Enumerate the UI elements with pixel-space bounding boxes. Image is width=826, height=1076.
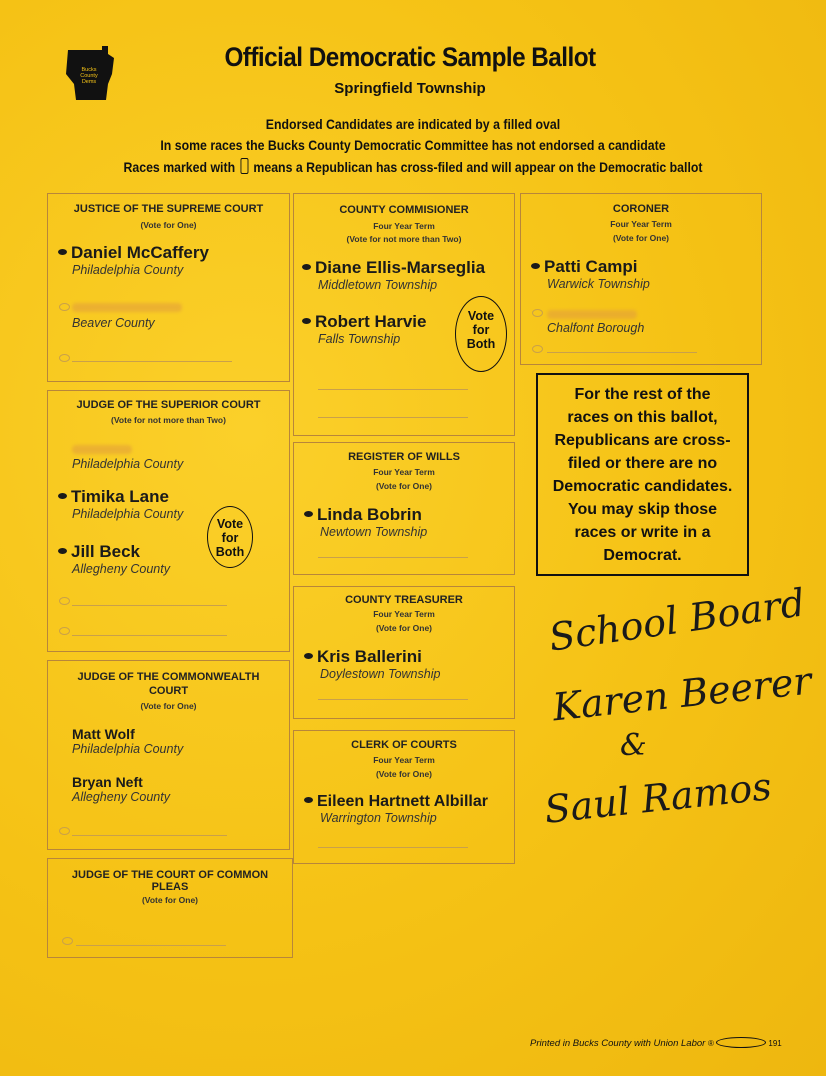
filled-oval-icon — [302, 264, 311, 270]
race-clerk-of-courts: CLERK OF COURTS Four Year Term (Vote for One) Eileen Hartnett Albillar Warrington Township — [293, 730, 515, 864]
filled-oval-icon — [531, 263, 540, 269]
printed-by-footer: Printed in Bucks County with Union Labor — [530, 1038, 706, 1049]
candidate-beck[interactable]: Jill Beck Allegheny County — [58, 542, 170, 576]
candidate-neft[interactable]: Bryan Neft Allegheny County — [72, 774, 170, 804]
skip-races-notice: For the rest of the races on this ballot, Republicans are cross- filed or there are no Democratic candidates. You may skip those races or write in a Democrat. — [536, 373, 749, 576]
filled-oval-icon — [304, 653, 313, 659]
filled-oval-icon — [58, 548, 67, 554]
registered-mark-icon: ® — [708, 1039, 714, 1048]
intro-line-1: Endorsed Candidates are indicated by a filled oval — [265, 116, 561, 132]
write-in-line[interactable] — [72, 361, 232, 362]
race-title: JUSTICE OF THE SUPREME COURT — [73, 203, 264, 215]
write-in-oval-icon[interactable] — [59, 627, 70, 635]
intro-line-2: In some races the Bucks County Democratic Committee has not endorsed a candidate — [160, 137, 666, 153]
race-supreme-court: JUSTICE OF THE SUPREME COURT (Vote for One) Daniel McCaffery Philadelphia County Beaver County — [47, 193, 290, 382]
race-county-commissioner: COUNTY COMMISIONER Four Year Term (Vote for not more than Two) Diane Ellis-Marseglia Middletown Township Robert Harvie Falls Township Vote for Both — [293, 193, 515, 436]
handwritten-ampersand: & — [620, 728, 647, 763]
write-in-line[interactable] — [547, 352, 697, 353]
write-in-line[interactable] — [72, 835, 227, 836]
write-in-oval-icon[interactable] — [59, 354, 70, 362]
handwritten-karen-beerer: Karen Beerer — [550, 658, 814, 730]
candidate-campi[interactable]: Patti Campi Warwick Township — [531, 257, 650, 291]
candidate-lane[interactable]: Timika Lane Philadelphia County — [58, 487, 183, 521]
township-subtitle: Springfield Township — [334, 80, 486, 97]
race-register-of-wills: REGISTER OF WILLS Four Year Term (Vote for One) Linda Bobrin Newtown Township — [293, 442, 515, 575]
race-coroner: CORONER Four Year Term (Vote for One) Patti Campi Warwick Township Chalfont Borough — [520, 193, 762, 365]
filled-oval-icon — [58, 493, 67, 499]
cross-filed-marker-icon — [240, 158, 248, 174]
redacted-name — [72, 445, 132, 454]
candidate-ellis-marseglia[interactable]: Diane Ellis-Marseglia Middletown Township — [302, 258, 485, 292]
candidate-bobrin[interactable]: Linda Bobrin Newtown Township — [304, 505, 427, 539]
write-in-line[interactable] — [72, 635, 227, 636]
handwritten-saul-ramos: Saul Ramos — [542, 764, 774, 832]
filled-oval-icon — [58, 249, 67, 255]
candidate-mccaffery[interactable]: Daniel McCaffery Philadelphia County — [58, 243, 209, 277]
bucks-county-dems-logo — [62, 44, 118, 102]
svg-text:County: County — [80, 73, 98, 79]
filled-oval-icon — [304, 797, 313, 803]
write-in-oval-icon[interactable] — [62, 937, 73, 945]
candidate-harvie[interactable]: Robert Harvie Falls Township — [302, 312, 426, 346]
race-instruction: (Vote for One) — [140, 220, 197, 230]
vote-for-both-badge: Vote for Both — [207, 506, 253, 568]
race-county-treasurer: COUNTY TREASURER Four Year Term (Vote for One) Kris Ballerini Doylestown Township — [293, 586, 515, 719]
redacted-name — [547, 310, 637, 319]
union-bug-logo — [716, 1037, 766, 1048]
candidate-redacted — [72, 299, 182, 317]
write-in-line[interactable] — [318, 847, 468, 848]
handwritten-school-board: School Board — [546, 580, 808, 660]
write-in-oval-icon[interactable] — [59, 597, 70, 605]
candidate-wolf[interactable]: Matt Wolf Philadelphia County — [72, 726, 184, 756]
intro-line-3: Races marked with means a Republican has cross-filed and will appear on the Democratic ballot — [123, 159, 703, 175]
redacted-name — [72, 303, 182, 312]
candidate-albillar[interactable]: Eileen Hartnett Albillar Warrington Township — [304, 793, 488, 825]
candidate-ballerini[interactable]: Kris Ballerini Doylestown Township — [304, 647, 440, 681]
write-in-line[interactable] — [318, 557, 468, 558]
write-in-line[interactable] — [318, 417, 468, 418]
filled-oval-icon — [304, 511, 313, 517]
empty-oval-icon[interactable] — [59, 303, 70, 311]
svg-text:Dems: Dems — [81, 79, 97, 85]
race-commonwealth-court: JUDGE OF THE COMMONWEALTH COURT (Vote for One) Matt Wolf Philadelphia County Bryan Neft Allegheny County — [47, 660, 290, 850]
race-superior-court: JUDGE OF THE SUPERIOR COURT (Vote for not more than Two) Philadelphia County Timika Lane Philadelphia County Jill Beck Allegheny County Vote for Both — [47, 390, 290, 652]
write-in-oval-icon[interactable] — [532, 345, 543, 353]
write-in-line[interactable] — [318, 389, 468, 390]
empty-oval-icon[interactable] — [532, 309, 543, 317]
svg-text:Bucks: Bucks — [81, 67, 97, 73]
race-common-pleas: JUDGE OF THE COURT OF COMMON PLEAS (Vote for One) — [47, 858, 293, 958]
write-in-line[interactable] — [72, 605, 227, 606]
vote-for-both-badge: Vote for Both — [455, 296, 507, 372]
union-label: ® 191 — [708, 1039, 782, 1048]
write-in-oval-icon[interactable] — [59, 827, 70, 835]
write-in-line[interactable] — [318, 699, 468, 700]
ballot-title: Official Democratic Sample Ballot — [224, 42, 596, 72]
write-in-line[interactable] — [76, 945, 226, 946]
filled-oval-icon — [302, 318, 311, 324]
